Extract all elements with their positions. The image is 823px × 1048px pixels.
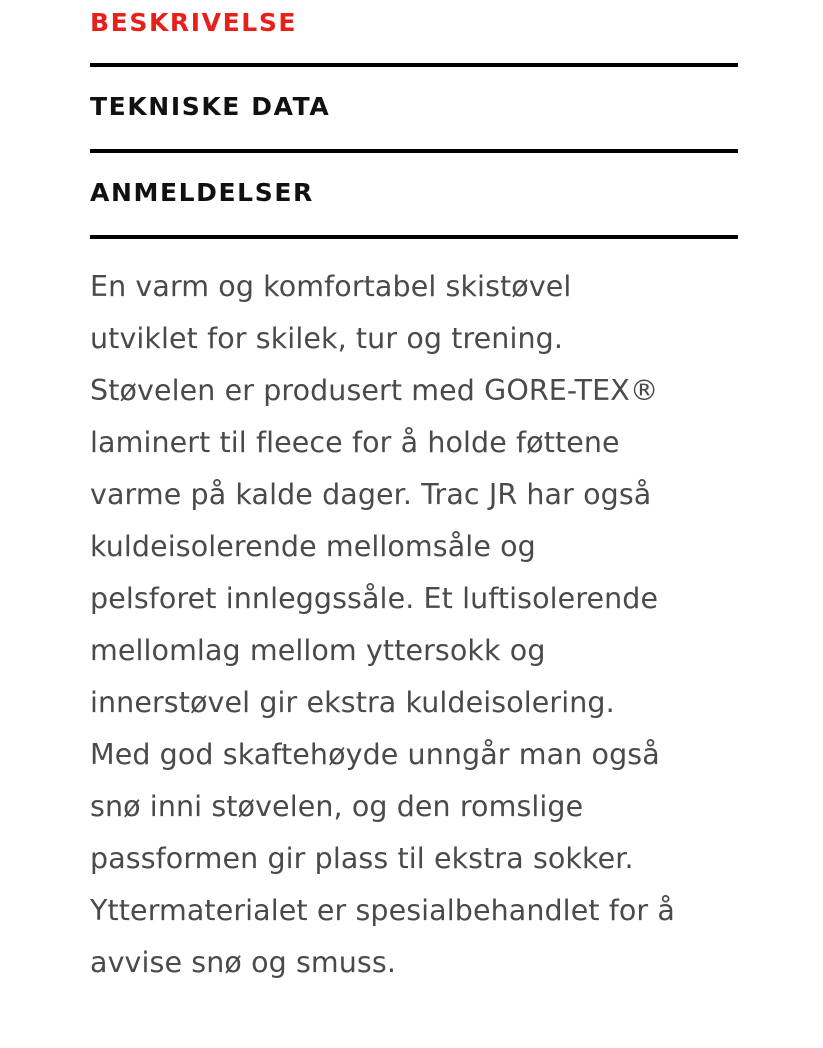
- description-line: utviklet for skilek, tur og trening.: [90, 322, 564, 355]
- tab-beskrivelse-label: BESKRIVELSE: [90, 8, 298, 37]
- description-line: avvise snø og smuss.: [90, 946, 396, 979]
- product-description: [90, 239, 750, 989]
- description-line: mellomlag mellom yttersokk og: [90, 634, 546, 667]
- description-line: innerstøvel gir ekstra kuldeisolering.: [90, 686, 615, 719]
- description-line: Med god skaftehøyde unngår man også: [90, 738, 660, 771]
- tab-tekniske-data[interactable]: [90, 67, 738, 149]
- description-line: Yttermaterialet er spesialbehandlet for å: [90, 894, 675, 927]
- description-line: pelsforet innleggssåle. Et luftisolerende: [90, 582, 659, 615]
- description-line: varme på kalde dager. Trac JR har også: [90, 478, 652, 511]
- tab-anmeldelser[interactable]: [90, 153, 738, 235]
- description-line: Støvelen er produsert med GORE-TEX®: [90, 374, 659, 407]
- product-info-accordion: [90, 0, 738, 989]
- tab-anmeldelser-label: ANMELDELSER: [90, 178, 314, 207]
- description-line: kuldeisolerende mellomsåle og: [90, 530, 536, 563]
- description-line: En varm og komfortabel skistøvel: [90, 270, 572, 303]
- description-line: passformen gir plass til ekstra sokker.: [90, 842, 634, 875]
- tab-tekniske-data-label: TEKNISKE DATA: [90, 92, 331, 121]
- description-line: snø inni støvelen, og den romslige: [90, 790, 584, 823]
- description-line: laminert til fleece for å holde føttene: [90, 426, 620, 459]
- tab-beskrivelse[interactable]: [90, 0, 738, 63]
